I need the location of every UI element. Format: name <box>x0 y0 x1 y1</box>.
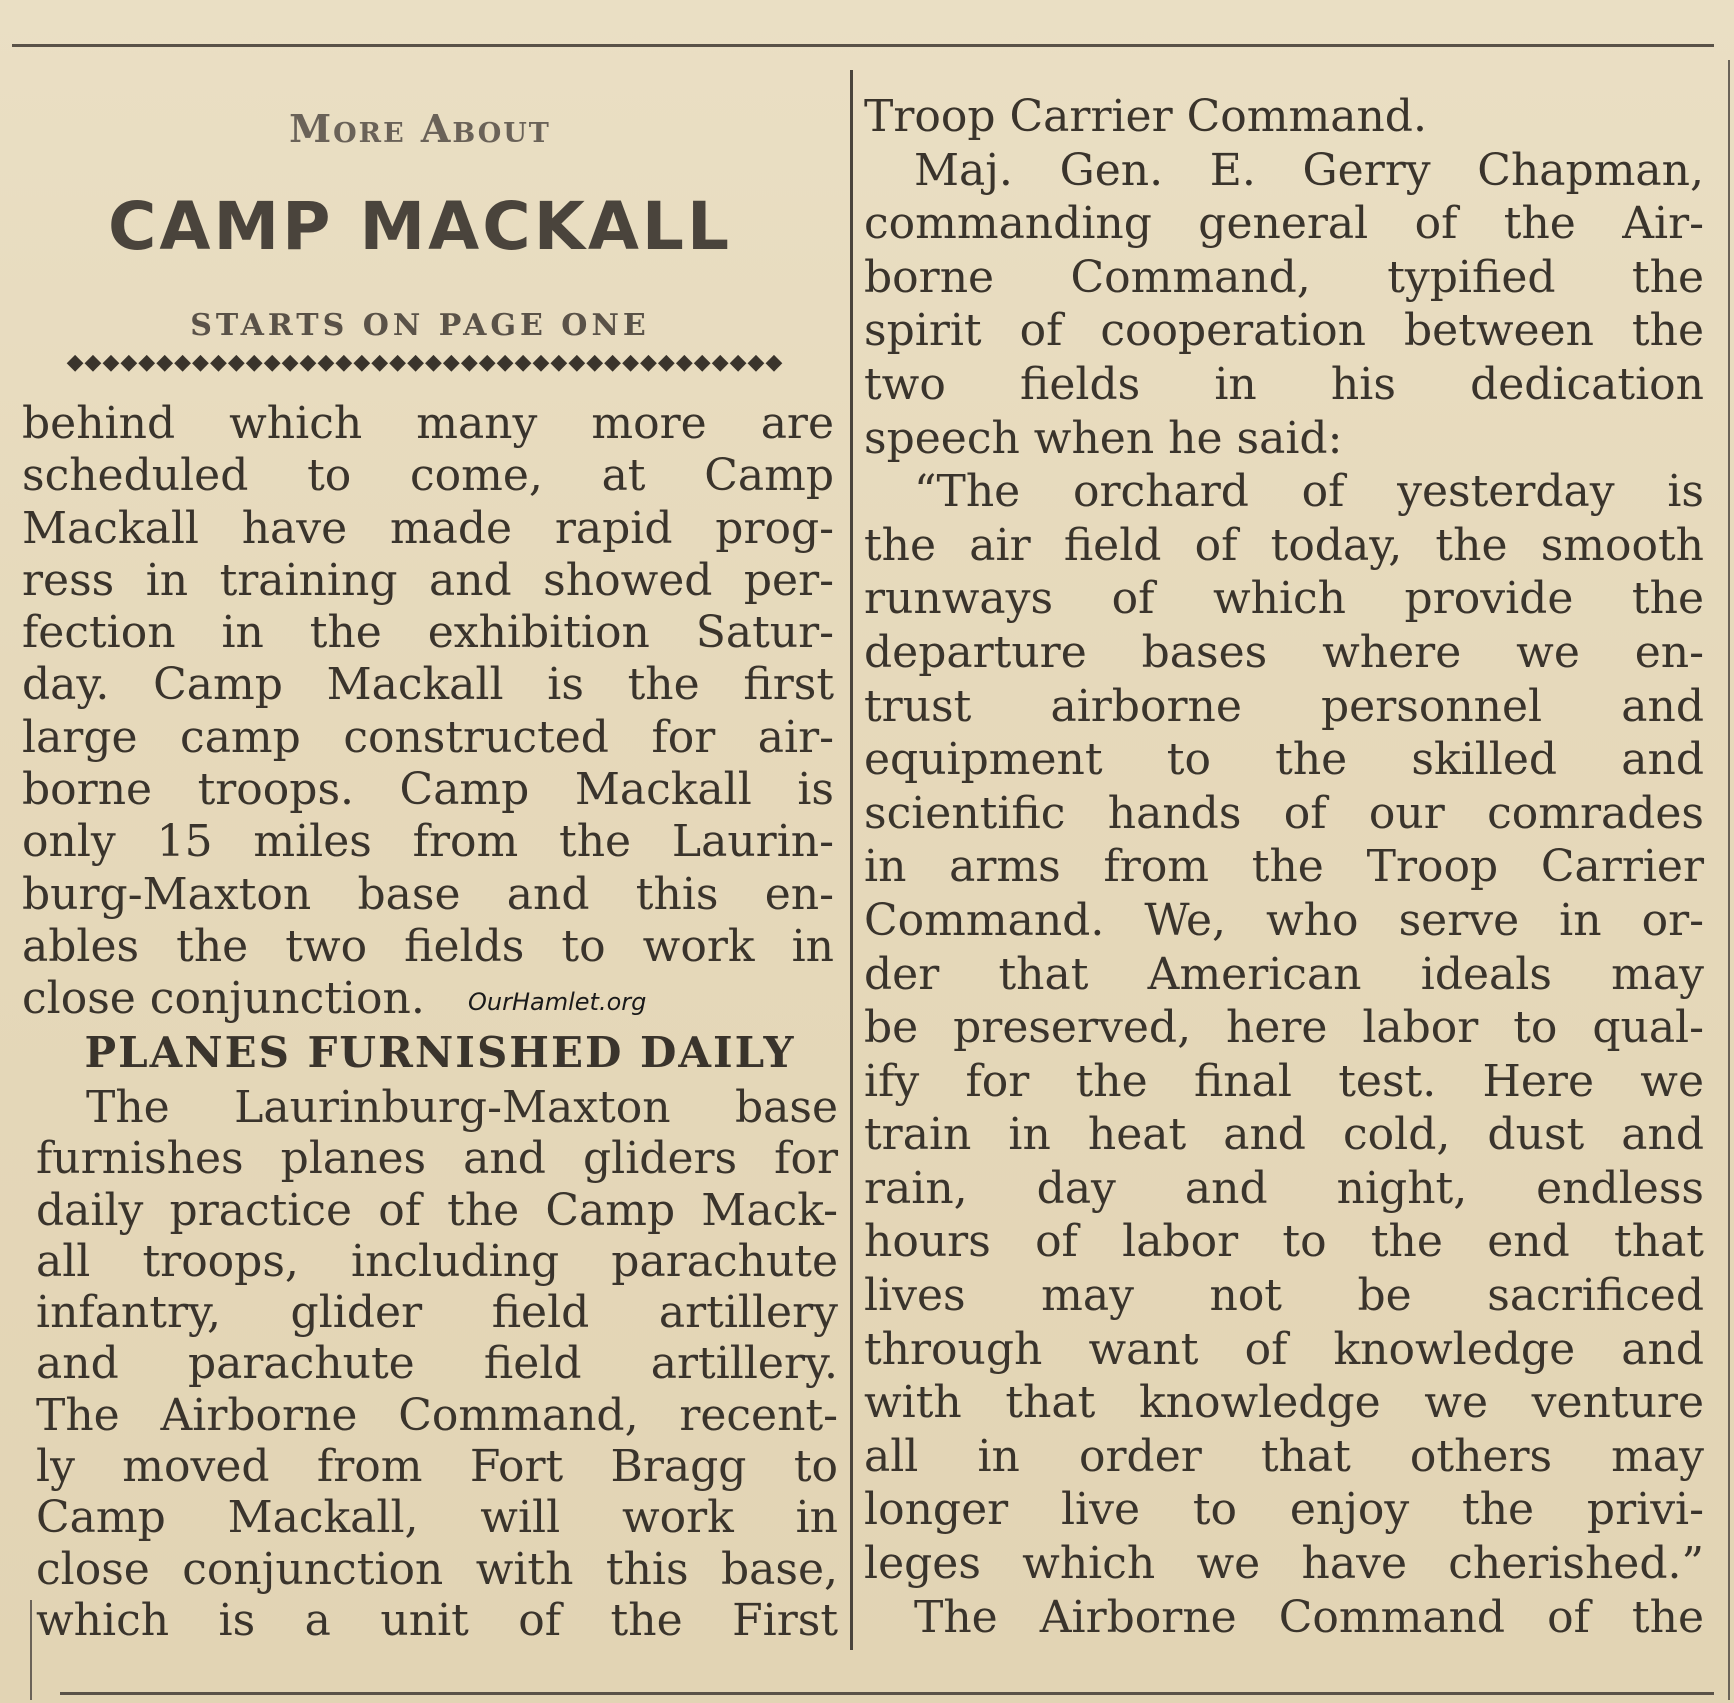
body-line: large camp constructed for air- <box>22 711 834 763</box>
subheading: PLANES FURNISHED DAILY <box>84 1028 796 1077</box>
column-rule <box>850 70 853 1650</box>
body-line: only 15 miles from the Laurin- <box>22 816 834 868</box>
body-line: furnishes planes and gliders for <box>36 1133 838 1185</box>
body-line: Camp Mackall, will work in <box>36 1492 838 1544</box>
body-line: fection in the exhibition Satur- <box>22 607 834 659</box>
top-rule <box>12 44 1714 47</box>
body-line: and parachute field artillery. <box>36 1338 838 1390</box>
body-line: close conjunction with this base, <box>36 1543 838 1595</box>
body-line: Command. We, who serve in or- <box>864 894 1704 946</box>
body-line: The Laurinburg-Maxton base <box>86 1082 838 1133</box>
body-line: infantry, glider field artillery <box>36 1287 838 1339</box>
body-line: hours of labor to the end that <box>864 1216 1704 1268</box>
kicker-heading: More About <box>289 106 551 151</box>
body-line: der that American ideals may <box>864 948 1704 1000</box>
ornamental-rule: ◆◆◆◆◆◆◆◆◆◆◆◆◆◆◆◆◆◆◆◆◆◆◆◆◆◆◆◆◆◆◆◆◆◆◆◆◆◆◆◆ <box>66 350 784 375</box>
body-line: lives may not be sacrificed <box>864 1270 1704 1322</box>
body-line: all in order that others may <box>864 1430 1704 1482</box>
body-line: ly moved from Fort Bragg to <box>36 1441 838 1493</box>
body-line: scheduled to come, at Camp <box>22 450 834 502</box>
bottom-rule <box>60 1692 1714 1695</box>
jump-line: STARTS ON PAGE ONE <box>190 308 650 343</box>
body-line: in arms from the Troop Carrier <box>864 841 1704 893</box>
body-line: train in heat and cold, dust and <box>864 1109 1704 1161</box>
body-line: with that knowledge we venture <box>864 1377 1704 1429</box>
body-line: close conjunction. <box>22 973 425 1025</box>
body-line: “The orchard of yesterday is <box>914 466 1704 518</box>
body-line: Mackall have made rapid prog- <box>22 502 834 554</box>
body-line: departure bases where we en- <box>864 626 1704 678</box>
body-line: spirit of cooperation between the <box>864 305 1704 357</box>
body-line: Troop Carrier Command. <box>864 91 1427 142</box>
body-line: speech when he said: <box>864 412 1343 464</box>
body-line: all troops, including parachute <box>36 1235 838 1287</box>
body-line: the air field of today, the smooth <box>864 519 1704 571</box>
body-line: longer live to enjoy the privi- <box>864 1484 1704 1536</box>
body-line: ify for the final test. Here we <box>864 1055 1704 1107</box>
body-line: day. Camp Mackall is the first <box>22 659 834 711</box>
body-line: be preserved, here labor to qual- <box>864 1002 1704 1054</box>
body-line: ress in training and showed per- <box>22 554 834 606</box>
body-line: leges which we have cherished.” <box>864 1538 1704 1590</box>
body-line: trust airborne personnel and <box>864 680 1704 732</box>
watermark: OurHamlet.org <box>468 988 647 1016</box>
body-line: runways of which provide the <box>864 573 1704 625</box>
body-line: through want of knowledge and <box>864 1323 1704 1375</box>
body-line: Maj. Gen. E. Gerry Chapman, <box>914 144 1704 196</box>
body-line: ables the two fields to work in <box>22 920 834 972</box>
body-line: behind which many more are <box>22 398 834 449</box>
body-line: scientific hands of our comrades <box>864 787 1704 839</box>
body-line: The Airborne Command, recent- <box>36 1389 838 1441</box>
body-line: two fields in his dedication <box>864 358 1704 410</box>
left-margin-rule <box>30 1600 32 1700</box>
body-line: borne troops. Camp Mackall is <box>22 764 834 816</box>
body-line: rain, day and night, endless <box>864 1162 1704 1214</box>
body-line: borne Command, typified the <box>864 251 1704 303</box>
right-column-body <box>864 90 1704 1644</box>
body-line: equipment to the skilled and <box>864 734 1704 786</box>
headline: CAMP MACKALL <box>107 188 733 265</box>
body-line: daily practice of the Camp Mack- <box>36 1184 838 1236</box>
left-column-body <box>22 398 834 1026</box>
right-margin-rule <box>1728 60 1730 1700</box>
left-column-body-2 <box>36 1082 838 1646</box>
body-line: The Airborne Command of the <box>914 1591 1704 1643</box>
body-line: burg-Maxton base and this en- <box>22 868 834 920</box>
body-line: which is a unit of the First <box>36 1594 838 1646</box>
body-line: commanding general of the Air- <box>864 198 1704 250</box>
